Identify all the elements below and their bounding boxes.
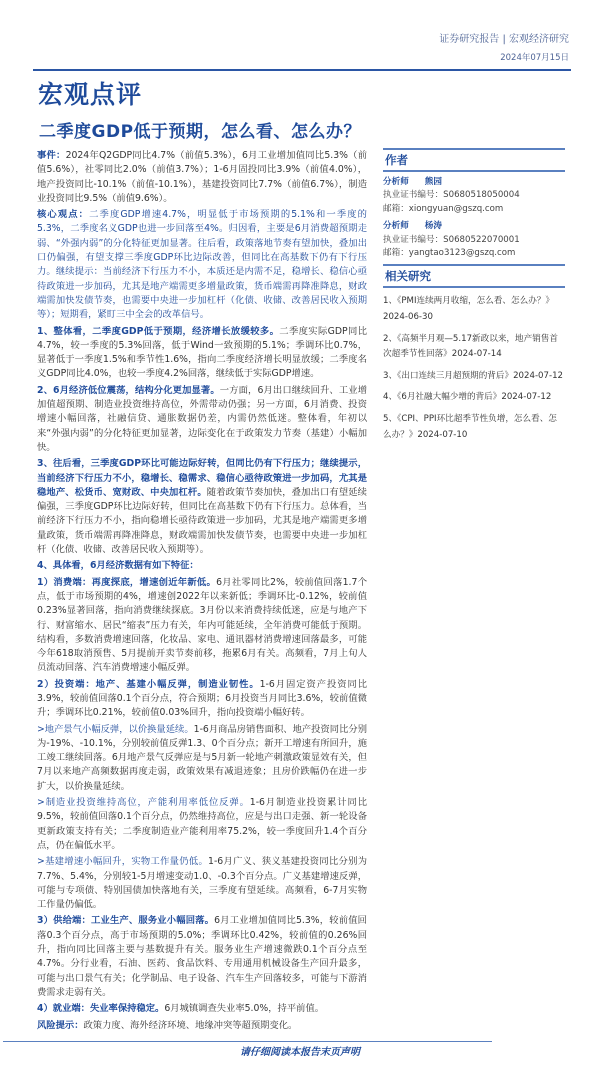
text: 1-6月广义、狭义基建投资同比分别为7.7%、5.4%，分别较1-5月增速变动1.0、-0.3个百分点。广义基建增速反弹，可能与专项债、特别国债加快落地有关，三季度有望延续。高频看，6-7月实物工作量仍偏低。	[37, 856, 367, 911]
text: 一方面，6月出口继续回升、工业增加值超预期、制造业投资维持高位，外需带动仍强；另一方面，6月消费、投资增速小幅回落，社融信贷、通胀数据仍差，内需仍然低迷。整体看，年初以来“外强内弱”的分化特征更加显著，边际变化在于政策发力节奏（基建）小幅加快。	[37, 384, 367, 453]
related-item[interactable]: 1、《PMI连续两月收缩，怎么看、怎么办？》2024-06-30	[383, 296, 554, 323]
lead: >地产景气小幅反弹，以价换量延续。	[37, 723, 194, 735]
author-role: 分析师	[383, 221, 409, 232]
lead: 核心观点：	[37, 209, 90, 221]
sidebar	[383, 148, 565, 449]
paragraph	[37, 855, 367, 912]
email-label: 邮箱：	[383, 203, 409, 214]
text: 2024年Q2GDP同比4.7%（前值5.3%），6月工业增加值同比5.3%（前值5.6%），社零同比2.0%（前值3.7%）；1-6月固投同比3.9%（前值4.0%），地产投资同比-10.1%（前值-10.1%），基建投资同比7.7%（前值6.7%），制造业投资同比9.5%（前值9.6%）。	[37, 150, 367, 204]
email-link[interactable]: yangtao3123@gszq.com	[408, 248, 516, 259]
page-title: 宏观点评	[38, 80, 143, 109]
paragraph	[37, 576, 367, 676]
paragraph	[37, 914, 367, 1000]
paragraph-risk	[37, 1019, 367, 1033]
report-date: 2024年07月15日	[500, 53, 569, 63]
lead: 4、具体看，6月经济数据有如下特征：	[37, 560, 199, 572]
lead: 风险提示：	[37, 1019, 84, 1031]
report-type: 证券研究报告 | 宏观经济研究	[439, 34, 569, 45]
footer-divider	[3, 1041, 492, 1042]
lead: 3）供给端：工业生产、服务业小幅回落。	[37, 915, 215, 927]
cert-number: S0680518050004	[443, 190, 520, 201]
lead: 3、往后看，三季度GDP环比可能边际好转，但同比仍有下行压力；继续提示，当前经济下行压力不小，稳增长、稳需求、稳信心亟待政策进一步加码，尤其是稳地产、松货币、宽财政、中央加杠杆。	[37, 458, 367, 498]
related-item[interactable]: 2、《高频半月观—5.17新政以来，地产销售首次超季节性回落》2024-07-14	[383, 333, 558, 360]
lead: 2、6月经济低位震荡，结构分化更加显著。	[37, 384, 220, 396]
related-item[interactable]: 3、《出口连续三月超预期的背后》2024-07-12	[383, 370, 564, 381]
footer-disclaimer: 请仔细阅读本报告末页声明	[240, 1046, 360, 1058]
cert-label: 执业证书编号：	[383, 190, 444, 201]
paragraph	[37, 457, 367, 557]
lead: 1、整体看，二季度GDP低于预期，经济增长放缓较多。	[37, 325, 280, 337]
author-name: 熊园	[424, 177, 442, 187]
report-body	[37, 0, 367, 1033]
text: 二季度实际GDP同比4.7%，较一季度的5.3%回落，低于Wind一致预期的5.1%；季调环比0.7%，显著低于一季度1.5%和季节性1.6%，指向二季度经济增长明显放缓；二季度名义GDP同比4.0%，也较一季度4.2%回落，继续低于实际GDP增速。	[37, 325, 367, 380]
related-heading: 相关研究	[383, 264, 565, 288]
authors-heading: 作者	[383, 148, 565, 172]
author-1	[383, 176, 565, 216]
text: 二季度GDP增速4.7%，明显低于市场预期的5.1%和一季度的5.3%，二季度名义GDP也进一步回落至4%。归因看，主要是6月消费超预期走弱、“外强内弱”的分化特征更加显著。往后看，政策落地节奏有望加快，叠加出口仍偏强，有望支撑三季度GDP环比边际改善，但同比在高基数下仍有下行压力。继续提示：当前经济下行压力不小，本质还是内需不足，稳增长、稳信心亟待政策进一步加码，尤其是地产端需更多增量政策，货币端需再降准降息，财政端需加快发债节奏，也需要中央进一步加杠杆（化债、收储、改善居民收入预期等）；短期看，紧盯三中全会的改革信号。	[37, 209, 367, 321]
text: 政策力度、海外经济环境、地缘冲突等超预期变化。	[83, 1019, 298, 1031]
report-subtitle: 二季度GDP低于预期，怎么看、怎么办？	[39, 122, 362, 142]
related-item[interactable]: 4、《6月社融大幅少增的背后》2024-07-12	[383, 392, 552, 403]
author-name: 杨涛	[424, 221, 442, 232]
related-item[interactable]: 5、《CPI、PPI环比超季节性负增，怎么看、怎么办？》2024-07-10	[383, 414, 557, 440]
paragraph	[37, 723, 367, 794]
text: 6月城镇调查失业率5.0%，持平前值。	[164, 1003, 325, 1015]
paragraph	[37, 325, 367, 382]
report-header	[439, 31, 569, 67]
paragraph-event	[37, 149, 367, 206]
text: 1-6月制造业投资累计同比9.5%，较前值回落0.1个百分点，仍然维持高位，应是与出口走强、新一轮设备更新政策支持有关；二季度制造业产能利用率75.2%，较一季度回升1.4个百分点，仍在偏低水平。	[37, 797, 368, 851]
paragraph	[37, 1002, 367, 1016]
text: 1-6月固定资产投资同比3.9%，较前值回落0.1个百分点，符合预期；6月投资当月同比3.6%，较前值微升；季调环比0.21%，较前值0.03%回升，指向投资端小幅好转。	[37, 678, 367, 719]
text: 1-6月商品房销售面积、地产投资同比分别为-19%、-10.1%，分别较前值反弹1.3、0个百分点；新开工增速有所回升，施工竣工继续回落。6月地产景气反弹应是与5月新一轮地产刺激政策显效有关，但7月以来地产高频数据再度走弱，政策效果有减退迹象；且房价跌幅仍在进一步扩大，以价换量延续。	[37, 723, 367, 792]
paragraph	[37, 678, 367, 721]
text: 随着政策节奏加快，叠加出口有望延续偏强，三季度GDP环比边际好转，但同比在高基数下仍有下行压力。总体看，当前经济下行压力不小，指向稳增长亟待政策进一步加码，尤其是地产端需更多增量政策，货币端需再降准降息，财政端需加快发债节奏，也需要中央进一步加杠杆（化债、收储、改善居民收入预期等）。	[37, 486, 367, 556]
paragraph-core-view	[37, 208, 367, 322]
paragraph	[37, 559, 367, 573]
cert-label: 执业证书编号：	[383, 234, 444, 245]
author-2	[383, 220, 565, 260]
lead: >制造业投资维持高位，产能利用率低位反弹。	[37, 797, 250, 809]
paragraph	[37, 384, 367, 455]
footer	[0, 1041, 600, 1060]
email-link[interactable]: xiongyuan@gszq.com	[408, 203, 504, 214]
lead: 1）消费端：再度探底，增速创近年新低。	[37, 576, 217, 588]
lead: 4）就业端：失业率保持稳定。	[37, 1003, 165, 1015]
cert-number: S0680522070001	[443, 234, 520, 245]
lead: 2）投资端：地产、基建小幅反弹，制造业韧性。	[37, 678, 260, 690]
text: 6月工业增加值同比5.3%，较前值回落0.3个百分点，高于市场预期的5.0%；季调环比0.42%，较前值的0.26%回升，指向同比回落主要与基数提升有关。服务业生产增速微跌0.1个百分点至4.7%。分行业看，石油、医药、食品饮料、专用通用机械设备生产回升最多，可能与出口景气有关；化学制品、电子设备、汽车生产回落较多，可能与下游消费需求走弱有关。	[37, 915, 367, 998]
paragraph	[37, 796, 367, 853]
email-label: 邮箱：	[383, 248, 409, 259]
related-list	[383, 294, 565, 443]
lead: >基建增速小幅回升，实物工作量仍低。	[37, 856, 209, 868]
text: 6月社零同比2%，较前值回落1.7个点，低于市场预期的4%，增速创2022年以来新低；季调环比-0.12%，较前值0.23%显著回落，指向消费继续探底。3月份以来消费持续低迷，应是与地产下行、财富缩水、居民“缩表”压力有关，年内可能延续，全年消费可能低于预期。结构看，多数消费增速回落，化妆品、家电、通讯器材消费增速回落最多，可能今年618取消预售、5月提前开卖节奏前移，拖累6月有关。高频看，7月上旬人员流动回落、汽车消费增速小幅反弹。	[37, 576, 367, 674]
author-role: 分析师	[383, 177, 409, 187]
lead: 事件：	[37, 150, 66, 161]
